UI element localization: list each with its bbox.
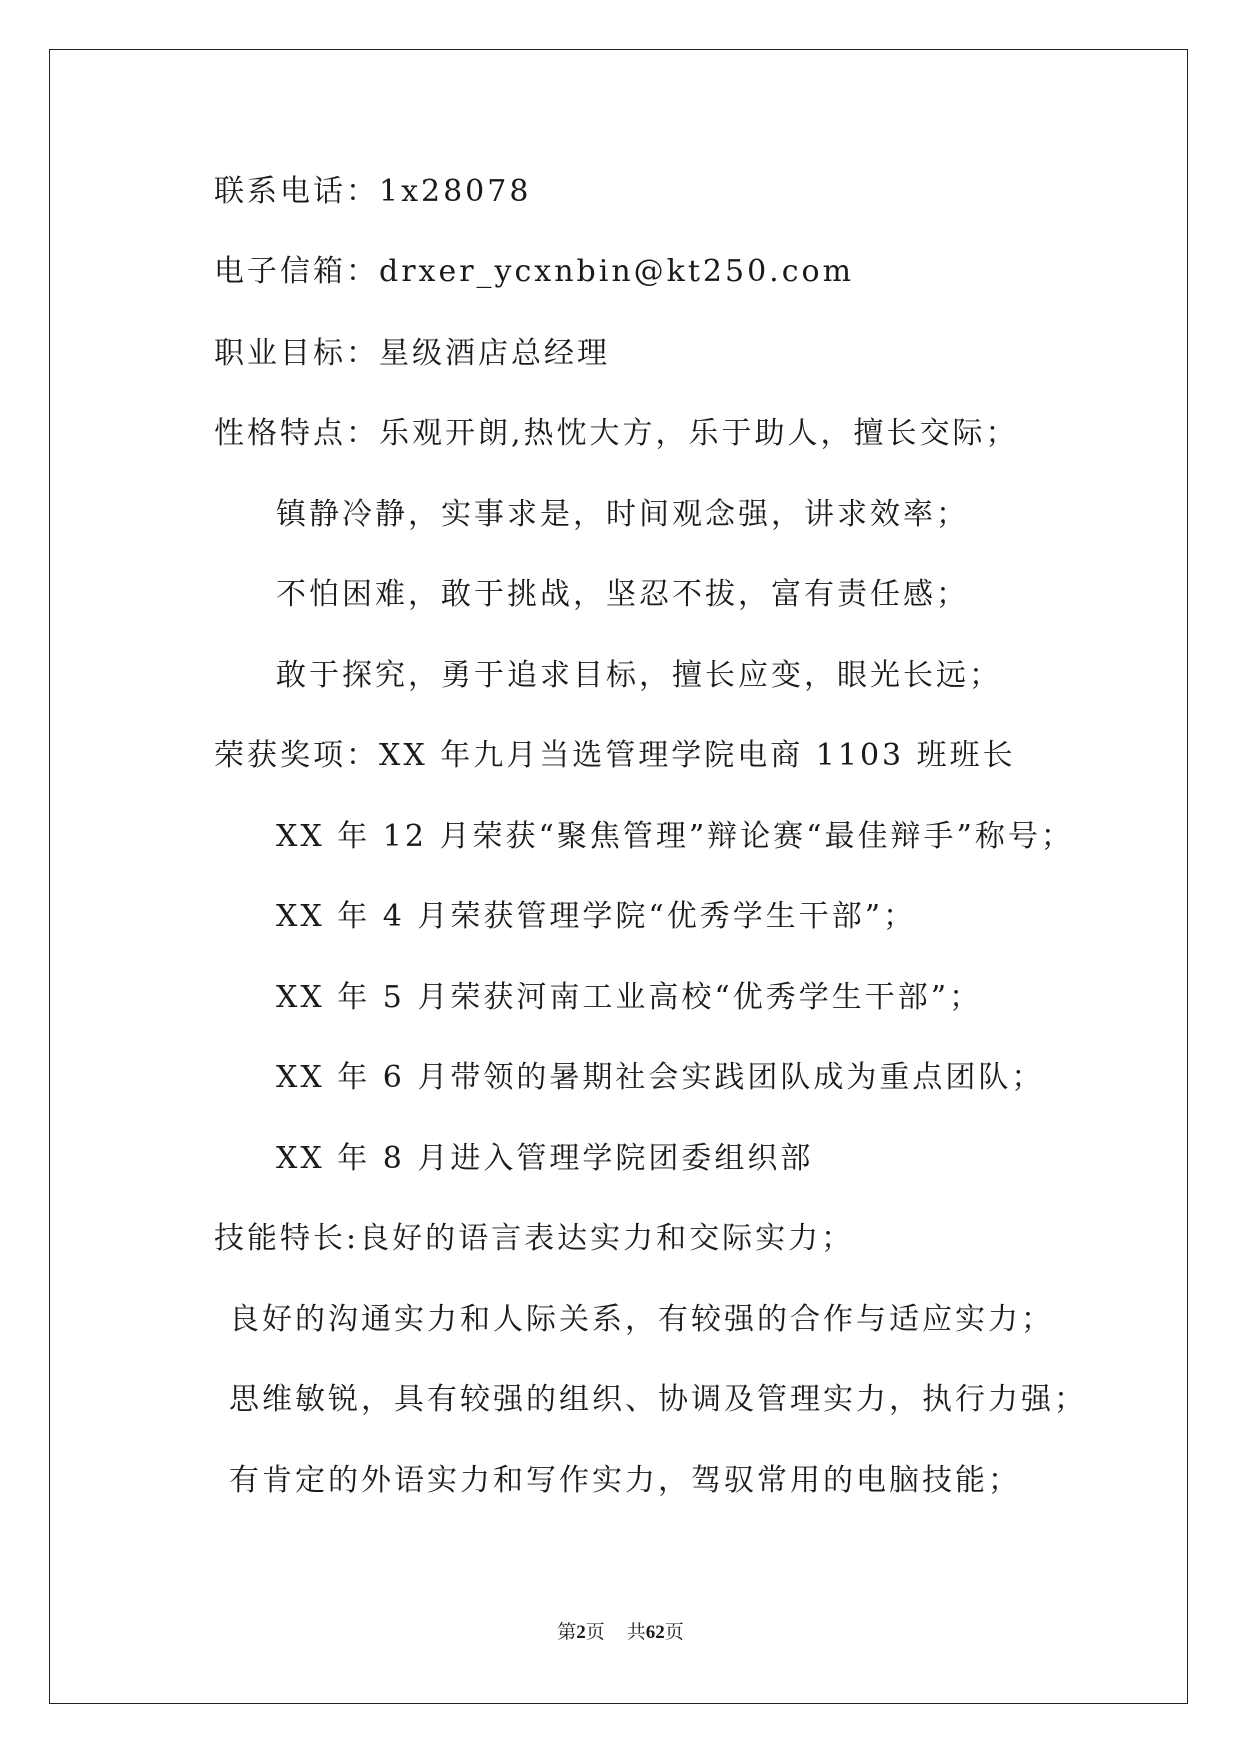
page-prefix: 第 <box>557 1622 577 1643</box>
personality-detail-line: 敢于探究，勇于追求目标，擅长应变，眼光长远； <box>276 658 1002 693</box>
career-goal-line: 职业目标：星级酒店总经理 <box>214 336 610 371</box>
personality-detail-line: 镇静冷静，实事求是，时间观念强，讲求效率； <box>276 497 969 532</box>
page-footer <box>0 1621 1241 1645</box>
page-suffix: 页 <box>585 1622 605 1643</box>
personality-detail-line: 不怕困难，敢于挑战，坚忍不拔，富有责任感； <box>276 577 969 612</box>
awards-line: 荣获奖项：XX 年九月当选管理学院电商 1103 班班长 <box>214 738 1016 773</box>
total-pages: 62 <box>645 1622 665 1643</box>
award-item-line: XX 年 5 月荣获河南工业高校“优秀学生干部”； <box>276 980 983 1015</box>
contact-phone-line: 联系电话：1x28078 <box>214 174 532 209</box>
skill-item-line: 思维敏锐，具有较强的组织、协调及管理实力，执行力强； <box>229 1382 1087 1417</box>
page-border <box>49 49 1188 1704</box>
skills-line: 技能特长:良好的语言表达实力和交际实力； <box>214 1221 855 1256</box>
award-item-line: XX 年 12 月荣获“聚焦管理”辩论赛“最佳辩手”称号； <box>276 819 1074 854</box>
skill-item-line: 良好的沟通实力和人际关系，有较强的合作与适应实力； <box>229 1302 1054 1337</box>
total-prefix: 共 <box>626 1622 646 1643</box>
page-number: 2 <box>576 1622 586 1643</box>
personality-line: 性格特点：乐观开朗,热忱大方，乐于助人，擅长交际； <box>214 416 1019 451</box>
email-line: 电子信箱：drxer_ycxnbin@kt250.com <box>214 254 855 289</box>
award-item-line: XX 年 4 月荣获管理学院“优秀学生干部”； <box>276 899 917 934</box>
skill-item-line: 有肯定的外语实力和写作实力，驾驭常用的电脑技能； <box>229 1463 1021 1498</box>
total-suffix: 页 <box>664 1622 684 1643</box>
award-item-line: XX 年 8 月进入管理学院团委组织部 <box>276 1141 814 1176</box>
award-item-line: XX 年 6 月带领的暑期社会实践团队成为重点团队； <box>276 1060 1045 1095</box>
